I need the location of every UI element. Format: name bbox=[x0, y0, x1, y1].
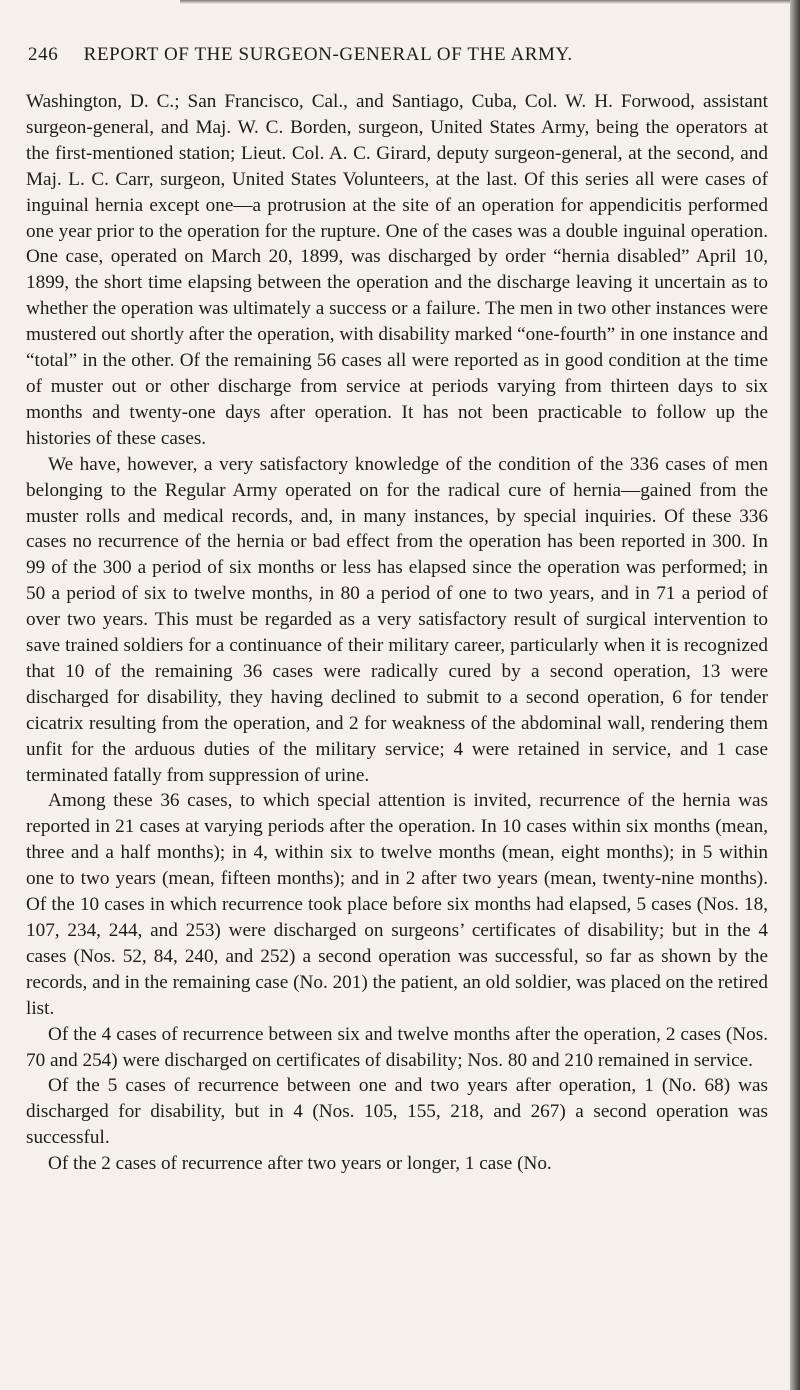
paragraph-2: We have, however, a very satisfactory knowledge of the condition of the 336 cases of men belonging to the Regular Army operated on for the radical cure of hernia—gained from the muster rolls and medical records, and, in many instances, by special inquiries. Of these 336 cases no recurrence of the hernia or bad effect from the operation has been reported in 300. In 99 of the 300 a period of six months or less has elapsed since the operation was performed; in 50 a period of six to twelve months, in 80 a period of one to two years, and in 71 a period of over two years. This must be regarded as a very satisfactory result of surgical intervention to save trained soldiers for a continuance of their military career, particularly when it is recognized that 10 of the remaining 36 cases were radically cured by a second operation, 13 were discharged for disability, they having declined to submit to a second operation, 6 for tender cicatrix resulting from the operation, and 2 for weakness of the abdominal wall, rendering them unfit for the arduous duties of the military service; 4 were retained in service, and 1 case terminated fatally from suppression of urine. bbox=[26, 453, 768, 786]
body-text bbox=[26, 89, 768, 1177]
paragraph-3: Among these 36 cases, to which special attention is invited, recurrence of the hernia was reported in 21 cases at varying periods after the operation. In 10 cases within six months (mean, three and a half months); in 4, within six to twelve months (mean, eight months); in 5 within one to two years (mean, fifteen months); and in 2 after two years (mean, twenty-nine months). Of the 10 cases in which recurrence took place before six months had elapsed, 5 cases (Nos. 18, 107, 234, 244, and 253) were discharged on surgeons’ certificates of disability; but in the 4 cases (Nos. 52, 84, 240, and 252) a second operation was successful, so far as shown by the records, and in the remaining case (No. 201) the patient, an old soldier, was placed on the retired list. bbox=[26, 790, 768, 1019]
running-header bbox=[28, 44, 768, 72]
paragraph-4: Of the 4 cases of recurrence between six and twelve months after the operation, 2 cases (Nos. 70 and 254) were discharged on certificates of disability; Nos. 80 and 210 remained in service. bbox=[26, 1023, 768, 1071]
page-number: 246 bbox=[28, 44, 59, 65]
running-title: REPORT OF THE SURGEON-GENERAL OF THE ARMY. bbox=[83, 44, 573, 65]
page-binding-edge bbox=[790, 0, 800, 1390]
paragraph-6: Of the 2 cases of recurrence after two years or longer, 1 case (No. bbox=[48, 1153, 552, 1175]
paragraph-1: Washington, D. C.; San Francisco, Cal., and Santiago, Cuba, Col. W. H. Forwood, assistant surgeon-general, and Maj. W. C. Borden, surgeon, United States Army, being the operators at the first-mentioned station; Lieut. Col. A. C. Girard, deputy surgeon-general, at the second, and Maj. L. C. Carr, surgeon, United States Volunteers, at the last. Of this series all were cases of inguinal hernia except one—a protrusion at the site of an operation for appendicitis performed one year prior to the operation for the rupture. One of the cases was a double inguinal operation. One case, operated on March 20, 1899, was discharged by order “hernia disabled” April 10, 1899, the short time elapsing between the operation and the discharge leaving it uncertain as to whether the operation was ultimately a success or a failure. The men in two other instances were mustered out shortly after the operation, with disability marked “one-fourth” in one instance and “total” in the other. Of the remaining 56 cases all were reported as in good condition at the time of muster out or other discharge from service at periods varying from thirteen days to six months and twenty-one days after operation. It has not been practicable to follow up the histories of these cases. bbox=[26, 91, 768, 449]
page-top-shadow bbox=[180, 0, 790, 4]
paragraph-5: Of the 5 cases of recurrence between one and two years after operation, 1 (No. 68) was discharged for disability, but in 4 (Nos. 105, 155, 218, and 267) a second operation was successful. bbox=[26, 1075, 768, 1149]
